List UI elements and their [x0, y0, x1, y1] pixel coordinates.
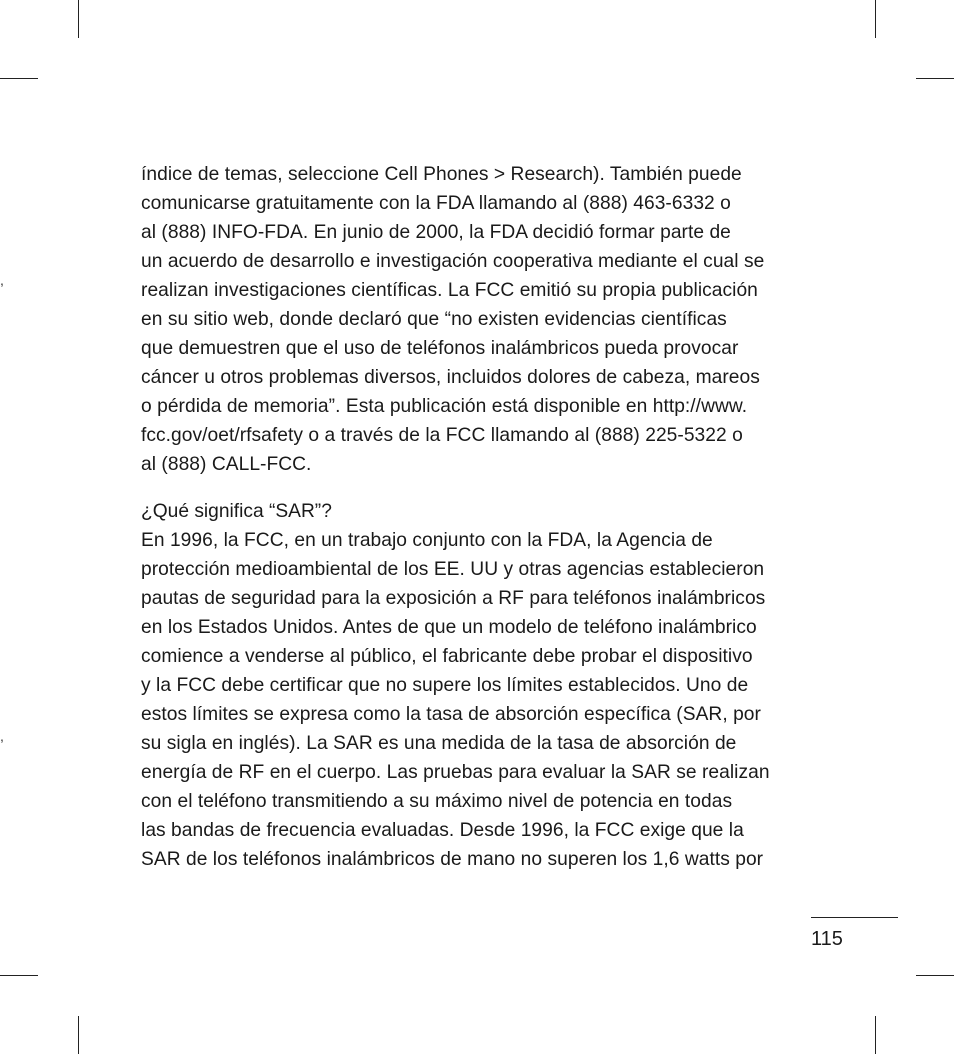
- page-number-rule: [811, 917, 898, 918]
- margin-mark: ,: [0, 728, 4, 744]
- margin-mark: ,: [0, 272, 4, 288]
- text-line: que demuestren que el uso de teléfonos inalámbricos pueda provocar: [141, 338, 739, 359]
- paragraph-sar-definition: [141, 526, 831, 874]
- text-line: con el teléfono transmitiendo a su máximo nivel de potencia en todas: [141, 791, 733, 812]
- text-line: SAR de los teléfonos inalámbricos de mano no superen los 1,6 watts por: [141, 849, 764, 870]
- text-line: índice de temas, seleccione Cell Phones > Research). También puede: [141, 164, 742, 185]
- page-number: 115: [811, 928, 843, 950]
- crop-mark-bottom-left-horizontal: [0, 975, 38, 976]
- text-line: realizan investigaciones científicas. La FCC emitió su propia publicación: [141, 280, 758, 301]
- page-content: [141, 160, 831, 874]
- text-line: comience a venderse al público, el fabricante debe probar el dispositivo: [141, 646, 753, 667]
- text-line: en los Estados Unidos. Antes de que un modelo de teléfono inalámbrico: [141, 617, 757, 638]
- text-line: cáncer u otros problemas diversos, incluidos dolores de cabeza, mareos: [141, 367, 760, 388]
- text-line: su sigla en inglés). La SAR es una medida de la tasa de absorción de: [141, 733, 737, 754]
- text-line: energía de RF en el cuerpo. Las pruebas para evaluar la SAR se realizan: [141, 762, 770, 783]
- crop-mark-top-left-vertical: [78, 0, 79, 38]
- text-line: En 1996, la FCC, en un trabajo conjunto con la FDA, la Agencia de: [141, 530, 713, 551]
- text-line: estos límites se expresa como la tasa de absorción específica (SAR, por: [141, 704, 761, 725]
- text-line: pautas de seguridad para la exposición a RF para teléfonos inalámbricos: [141, 588, 766, 609]
- crop-mark-bottom-left-vertical: [78, 1016, 79, 1054]
- text-line: en su sitio web, donde declaró que “no existen evidencias científicas: [141, 309, 727, 330]
- section-heading-sar: ¿Qué significa “SAR”?: [141, 501, 332, 522]
- crop-mark-top-right-vertical: [875, 0, 876, 38]
- text-line: fcc.gov/oet/rfsafety o a través de la FCC llamando al (888) 225-5322 o: [141, 425, 743, 446]
- text-line: un acuerdo de desarrollo e investigación cooperativa mediante el cual se: [141, 251, 765, 272]
- text-line: las bandas de frecuencia evaluadas. Desde 1996, la FCC exige que la: [141, 820, 744, 841]
- crop-mark-bottom-right-vertical: [875, 1016, 876, 1054]
- text-line: comunicarse gratuitamente con la FDA llamando al (888) 463-6332 o: [141, 193, 731, 214]
- crop-mark-top-left-horizontal: [0, 78, 38, 79]
- text-line: al (888) CALL-FCC.: [141, 454, 312, 475]
- paragraph-fda-fcc-research: [141, 160, 831, 479]
- text-line: y la FCC debe certificar que no supere los límites establecidos. Uno de: [141, 675, 749, 696]
- crop-mark-top-right-horizontal: [916, 78, 954, 79]
- text-line: al (888) INFO-FDA. En junio de 2000, la FDA decidió formar parte de: [141, 222, 731, 243]
- crop-mark-bottom-right-horizontal: [916, 975, 954, 976]
- text-line: protección medioambiental de los EE. UU y otras agencias establecieron: [141, 559, 765, 580]
- text-line: o pérdida de memoria”. Esta publicación está disponible en http://www.: [141, 396, 748, 417]
